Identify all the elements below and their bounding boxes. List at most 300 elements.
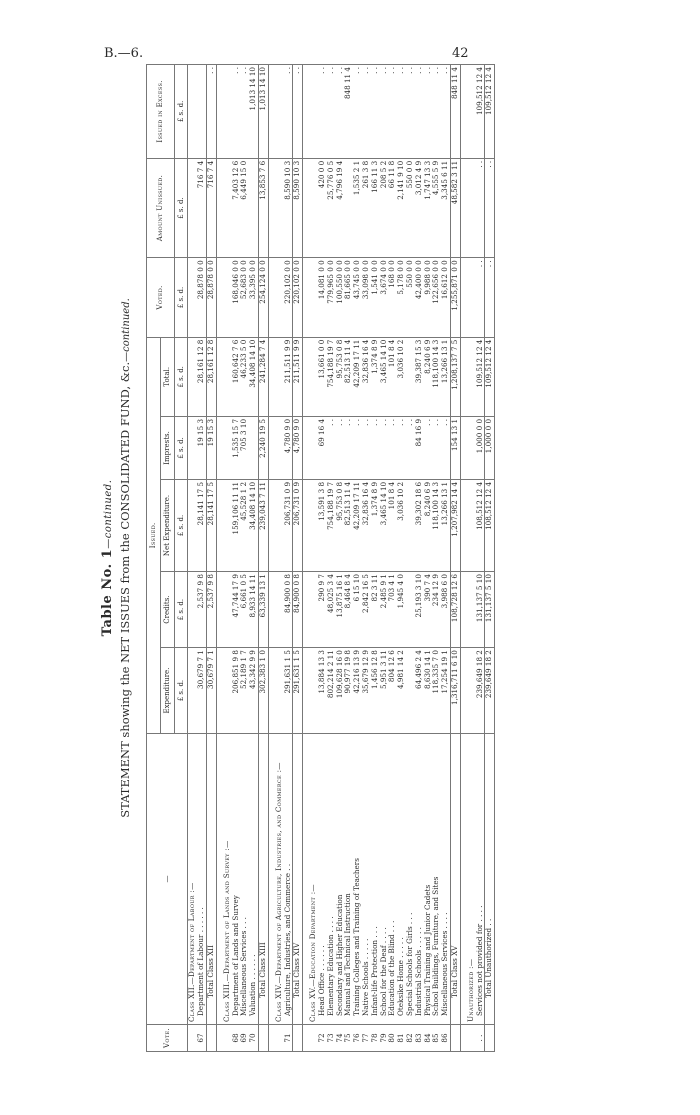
imprests-cell: 1,000 0 0 — [485, 416, 495, 479]
unit-label: £ s. d. — [174, 258, 188, 337]
vote-number: 79 — [380, 1025, 389, 1052]
unit-label: £ s. d. — [174, 158, 188, 257]
table-row — [353, 65, 362, 1052]
unissued-cell: 8,590 10 3 — [284, 158, 293, 257]
unissued-cell: 7,403 12 6 — [232, 158, 241, 257]
credits-cell: 47,744 17 9 — [232, 572, 241, 648]
vote-number: 71 — [284, 1025, 293, 1052]
table-body — [188, 65, 495, 1052]
item-label: Special Schools for Girls . . . — [406, 734, 415, 1025]
imprests-cell: . . — [406, 416, 415, 479]
table-row — [240, 65, 249, 1052]
expenditure-cell: 239,649 18 2 — [476, 648, 485, 734]
credits-cell: 6 15 10 — [353, 572, 362, 648]
item-label: Industrial Schools . . . . . — [415, 734, 424, 1025]
imprests-cell: . . — [397, 416, 406, 479]
table-row — [232, 65, 241, 1052]
unissued-cell: 208 5 2 — [380, 158, 389, 257]
excess-cell: . . — [232, 65, 241, 159]
imprests-cell: 705 3 10 — [240, 416, 249, 479]
expenditure-cell: 30,679 7 1 — [206, 648, 216, 734]
net-expenditure-cell: 159,106 11 11 — [232, 479, 241, 571]
item-label: Physical Training and Junior Cadets — [424, 734, 433, 1025]
total-cell: 39,387 15 3 — [415, 337, 424, 416]
vote-number: 83 — [415, 1025, 424, 1052]
excess-cell: . . — [362, 65, 371, 159]
unissued-cell: 716 7 4 — [206, 158, 216, 257]
net-expenditure-cell: 28,141 17 5 — [197, 479, 206, 571]
unissued-cell: 166 11 3 — [371, 158, 380, 257]
table-title-text: Table No. 1 — [100, 548, 115, 637]
imprests-cell: 4,780 9 0 — [284, 416, 293, 479]
imprests-cell: . . — [441, 416, 450, 479]
total-cell: 13,661 0 0 — [318, 337, 327, 416]
table-row — [197, 65, 206, 1052]
vote-number: 85 — [432, 1025, 441, 1052]
credits-cell: 8,933 14 11 — [249, 572, 258, 648]
credits-cell: 1,945 4 0 — [397, 572, 406, 648]
unit-label: £ s. d. — [174, 416, 188, 479]
excess-cell: . . — [371, 65, 380, 159]
total-cell: 211,511 9 9 — [284, 337, 293, 416]
total-cell: 95,753 0 8 — [336, 337, 345, 416]
credits-cell: 25,193 3 10 — [415, 572, 424, 648]
excess-cell: . . — [415, 65, 424, 159]
credits-cell: 48,025 3 4 — [327, 572, 336, 648]
item-label: Department of Labour . . . . . . — [197, 734, 206, 1025]
voted-cell: . . — [485, 258, 495, 337]
excess-cell: . . — [240, 65, 249, 159]
vote-number: . . — [476, 1025, 485, 1052]
class-heading: Class XII.—Department of Labour :— — [188, 734, 197, 1025]
vote-number: 73 — [327, 1025, 336, 1052]
excess-cell: . . — [406, 65, 415, 159]
imprests-cell: 1,535 15 7 — [232, 416, 241, 479]
excess-cell: 1,013 14 10 — [249, 65, 258, 159]
voted-cell: 28,878 0 0 — [206, 258, 216, 337]
imprests-cell: . . — [327, 416, 336, 479]
item-label: Education of the Blind . . . — [388, 734, 397, 1025]
imprests-cell: 1,000 0 0 — [476, 416, 485, 479]
vote-number — [258, 1025, 268, 1052]
class-heading-row — [467, 65, 476, 1052]
class-heading: Unauthorized :— — [467, 734, 476, 1025]
excess-cell: . . — [441, 65, 450, 159]
unissued-cell: 4,796 19 4 — [336, 158, 345, 257]
voted-cell: 5,178 0 0 — [397, 258, 406, 337]
rotated-table-page — [92, 58, 652, 1058]
voted-cell: 52,683 0 0 — [240, 258, 249, 337]
voted-cell: 33,395 0 0 — [249, 258, 258, 337]
vote-number: 86 — [441, 1025, 450, 1052]
item-label: Native Schools . . . . . — [362, 734, 371, 1025]
expenditure-cell: 804 12 6 — [388, 648, 397, 734]
unissued-cell: 1,747 13 3 — [424, 158, 433, 257]
item-label: Miscellaneous Services . . . — [240, 734, 249, 1025]
imprests-cell: 19 15 3 — [197, 416, 206, 479]
table-row — [380, 65, 389, 1052]
imprests-cell: 19 15 3 — [206, 416, 216, 479]
expenditure-cell: 291,631 1 5 — [284, 648, 293, 734]
vote-number: 67 — [197, 1025, 206, 1052]
unit-label: £ s. d. — [174, 479, 188, 571]
excess-cell: . . — [206, 65, 216, 159]
page-number: 42 — [452, 46, 469, 61]
issued-header: Issued. — [147, 337, 161, 733]
imprests-cell: . . — [362, 416, 371, 479]
unissued-cell: 25,776 0 5 — [327, 158, 336, 257]
excess-cell — [223, 65, 232, 159]
class-heading: Class XIV.—Department of Agriculture, Industries, and Commerce :— — [275, 734, 284, 1025]
total-row — [293, 65, 303, 1052]
total-row — [450, 65, 460, 1052]
credits-cell: 108,728 12 6 — [450, 572, 460, 648]
vote-number: 70 — [249, 1025, 258, 1052]
imprests-header: Imprests. — [160, 416, 174, 479]
unit-label: £ s. d. — [174, 648, 188, 734]
net-expenditure-cell: 13,591 3 8 — [318, 479, 327, 571]
excess-cell — [309, 65, 318, 159]
table-row — [476, 65, 485, 1052]
total-cell: 160,642 7 6 — [232, 337, 241, 416]
expenditure-cell: 43,342 9 9 — [249, 648, 258, 734]
credits-cell: 2,537 9 8 — [206, 572, 216, 648]
imprests-cell: . . — [388, 416, 397, 479]
unissued-cell — [467, 158, 476, 257]
voted-cell: 28,878 0 0 — [197, 258, 206, 337]
net-expenditure-cell: 28,141 17 5 — [206, 479, 216, 571]
imprests-cell: . . — [380, 416, 389, 479]
net-expenditure-cell: 1,374 8 9 — [371, 479, 380, 571]
excess-cell: . . — [388, 65, 397, 159]
unissued-cell: 13,853 7 6 — [258, 158, 268, 257]
expenditure-cell: 118,335 7 0 — [432, 648, 441, 734]
net-expenditure-header: Net Expenditure. — [160, 479, 174, 571]
voted-header: Voted. — [147, 258, 175, 337]
total-cell: 34,408 14 10 — [249, 337, 258, 416]
credits-cell: 703 4 1 — [388, 572, 397, 648]
unissued-cell: 2,141 9 10 — [397, 158, 406, 257]
net-expenditure-cell: 754,188 19 7 — [327, 479, 336, 571]
table-title-suffix: —continued. — [103, 479, 114, 549]
total-cell: 28,161 12 8 — [206, 337, 216, 416]
unissued-cell: . . — [485, 158, 495, 257]
voted-cell: 168 0 0 — [388, 258, 397, 337]
credits-cell: 2,842 16 5 — [362, 572, 371, 648]
unissued-cell: 4,555 5 9 — [432, 158, 441, 257]
total-cell: 82,513 11 4 — [344, 337, 353, 416]
total-cell: 109,512 12 4 — [485, 337, 495, 416]
excess-cell: . . — [336, 65, 345, 159]
expenditure-cell: 90,977 19 8 — [344, 648, 353, 734]
total-label: Total Class XIII — [258, 734, 268, 1025]
total-cell: 46,233 5 0 — [240, 337, 249, 416]
table-row — [318, 65, 327, 1052]
excess-cell: 109,512 12 4 — [485, 65, 495, 159]
description-header: — — [147, 734, 188, 1025]
expenditure-cell: 30,679 7 1 — [197, 648, 206, 734]
total-cell: 32,836 16 4 — [362, 337, 371, 416]
item-label: Head Office . . . . . . — [318, 734, 327, 1025]
voted-cell: 43,745 0 0 — [353, 258, 362, 337]
vote-number: 80 — [388, 1025, 397, 1052]
unissued-cell: 6,449 15 0 — [240, 158, 249, 257]
expenditure-cell: 802,214 2 11 — [327, 648, 336, 734]
voted-cell: 1,541 0 0 — [371, 258, 380, 337]
item-label: School for the Deaf . . . . — [380, 734, 389, 1025]
total-cell: 1,374 8 9 — [371, 337, 380, 416]
voted-cell: . . — [476, 258, 485, 337]
unissued-cell: 420 0 0 — [318, 158, 327, 257]
total-cell: 1,208,137 7 5 — [450, 337, 460, 416]
item-label: Agriculture, Industries, and Commerce . . — [284, 734, 293, 1025]
total-label: Total Class XIV — [293, 734, 303, 1025]
total-cell: 118,100 14 3 — [432, 337, 441, 416]
imprests-cell: . . — [336, 416, 345, 479]
item-label: Elementary Education . . . . — [327, 734, 336, 1025]
imprests-cell: . . — [371, 416, 380, 479]
net-issues-table — [146, 64, 495, 1052]
credits-cell: 82 3 11 — [371, 572, 380, 648]
total-cell: 3,465 14 10 — [380, 337, 389, 416]
total-row — [258, 65, 268, 1052]
credits-cell: 3,988 6 0 — [441, 572, 450, 648]
total-cell: 109,512 12 4 — [476, 337, 485, 416]
credits-cell: 2,485 9 1 — [380, 572, 389, 648]
vote-number: 76 — [353, 1025, 362, 1052]
unissued-cell: 8,590 10 3 — [293, 158, 303, 257]
vote-number: 75 — [344, 1025, 353, 1052]
vote-number — [293, 1025, 303, 1052]
item-label: Infant-life Protection . . . — [371, 734, 380, 1025]
unit-label: £ s. d. — [174, 65, 188, 159]
net-expenditure-cell: 239,043 7 11 — [258, 479, 268, 571]
imprests-cell: 2,240 19 5 — [258, 416, 268, 479]
voted-cell: 220,102 0 0 — [284, 258, 293, 337]
net-expenditure-cell: 45,528 1 2 — [240, 479, 249, 571]
item-label: Miscellaneous Services . . . . — [441, 734, 450, 1025]
total-row — [485, 65, 495, 1052]
vote-number: 74 — [336, 1025, 345, 1052]
item-label: Department of Lands and Survey — [232, 734, 241, 1025]
voted-cell: 100,550 0 0 — [336, 258, 345, 337]
expenditure-cell: 4,981 14 2 — [397, 648, 406, 734]
vote-number: 78 — [371, 1025, 380, 1052]
voted-cell: 168,046 0 0 — [232, 258, 241, 337]
credits-cell: 13,875 16 1 — [336, 572, 345, 648]
excess-cell: . . — [318, 65, 327, 159]
excess-header: Issued in Excess. — [147, 65, 175, 159]
table-subtitle — [118, 58, 132, 1058]
imprests-cell: . . — [353, 416, 362, 479]
total-label: Total Class XII — [206, 734, 216, 1025]
expenditure-cell: 239,649 18 2 — [485, 648, 495, 734]
voted-cell — [467, 258, 476, 337]
excess-cell: . . — [327, 65, 336, 159]
excess-cell: 109,512 12 4 — [476, 65, 485, 159]
total-label: Total Unauthorized . . — [485, 734, 495, 1025]
total-row — [206, 65, 216, 1052]
class-heading-row — [188, 65, 197, 1052]
total-cell: 42,209 17 11 — [353, 337, 362, 416]
unissued-header: Amount Unissued. — [147, 158, 175, 257]
class-heading: Class XV.—Education Department :— — [309, 734, 318, 1025]
page-code: B.—6. — [104, 46, 144, 61]
total-label: Total Class XV — [450, 734, 460, 1025]
credits-cell: 6,661 0 5 — [240, 572, 249, 648]
total-cell: 101 8 4 — [388, 337, 397, 416]
net-expenditure-cell: 118,100 14 3 — [432, 479, 441, 571]
excess-cell: . . — [353, 65, 362, 159]
credits-cell: 84,900 0 8 — [284, 572, 293, 648]
total-cell: 13,266 13 1 — [441, 337, 450, 416]
credits-cell: 8,464 8 4 — [344, 572, 353, 648]
total-cell: 241,284 7 4 — [258, 337, 268, 416]
expenditure-cell: 1,316,711 6 10 — [450, 648, 460, 734]
voted-cell: 550 0 0 — [406, 258, 415, 337]
vote-number: 84 — [424, 1025, 433, 1052]
item-label: School Buildings, Furniture, and Sites — [432, 734, 441, 1025]
excess-cell: 848 11 4 — [450, 65, 460, 159]
voted-cell: 16,612 0 0 — [441, 258, 450, 337]
credits-cell: 390 7 4 — [424, 572, 433, 648]
table-row — [397, 65, 406, 1052]
excess-cell: . . — [380, 65, 389, 159]
net-expenditure-cell: 13,266 13 1 — [441, 479, 450, 571]
unissued-cell: 716 7 4 — [197, 158, 206, 257]
voted-cell: 254,124 0 0 — [258, 258, 268, 337]
credits-cell: 290 9 7 — [318, 572, 327, 648]
expenditure-cell: 17,254 19 1 — [441, 648, 450, 734]
table-row — [406, 65, 415, 1052]
excess-cell: . . — [432, 65, 441, 159]
net-expenditure-cell: 3,465 14 10 — [380, 479, 389, 571]
voted-cell: 122,656 0 0 — [432, 258, 441, 337]
table-header — [147, 65, 188, 1052]
expenditure-cell: 8,630 14 1 — [424, 648, 433, 734]
excess-cell: 848 11 4 — [344, 65, 353, 159]
vote-number — [206, 1025, 216, 1052]
net-expenditure-cell: 108,512 12 4 — [485, 479, 495, 571]
item-label: Oteksike Home . . . . . — [397, 734, 406, 1025]
expenditure-cell: 109,628 16 0 — [336, 648, 345, 734]
table-row — [432, 65, 441, 1052]
total-cell: 8,240 6 9 — [424, 337, 433, 416]
expenditure-header: Expenditure. — [160, 648, 174, 734]
table-subtitle-text: STATEMENT showing the NET ISSUES from the CONSOLIDATED FUND, &c. — [118, 361, 132, 818]
voted-cell: 220,102 0 0 — [293, 258, 303, 337]
net-expenditure-cell: 82,513 11 4 — [344, 479, 353, 571]
voted-cell: 779,965 0 0 — [327, 258, 336, 337]
net-expenditure-cell: 3,036 10 2 — [397, 479, 406, 571]
expenditure-cell: 291,631 1 5 — [293, 648, 303, 734]
excess-cell — [197, 65, 206, 159]
excess-cell: . . — [293, 65, 303, 159]
vote-header: Vote. — [147, 1025, 188, 1052]
unissued-cell: 48,582 3 11 — [450, 158, 460, 257]
excess-cell: . . — [397, 65, 406, 159]
net-expenditure-cell: 32,836 16 4 — [362, 479, 371, 571]
class-heading-row — [309, 65, 318, 1052]
expenditure-cell: 206,851 9 8 — [232, 648, 241, 734]
net-expenditure-cell: 1,207,982 14 4 — [450, 479, 460, 571]
unissued-cell: 1,535 2 1 — [353, 158, 362, 257]
item-label: Training Colleges and Training of Teachers — [353, 734, 362, 1025]
expenditure-cell: 302,383 1 0 — [258, 648, 268, 734]
voted-cell: 14,081 0 0 — [318, 258, 327, 337]
table-title — [100, 58, 115, 1058]
imprests-cell: . . — [344, 416, 353, 479]
credits-cell: 84,900 0 8 — [293, 572, 303, 648]
vote-number: 69 — [240, 1025, 249, 1052]
net-expenditure-cell: 42,209 17 11 — [353, 479, 362, 571]
expenditure-cell: 1,456 12 8 — [371, 648, 380, 734]
vote-number: 68 — [232, 1025, 241, 1052]
unissued-cell: 66 11 8 — [388, 158, 397, 257]
unissued-cell: 3,012 4 9 — [415, 158, 424, 257]
imprests-cell: 4,780 9 0 — [293, 416, 303, 479]
net-expenditure-cell: 206,731 0 9 — [284, 479, 293, 571]
credits-cell: 63,339 13 1 — [258, 572, 268, 648]
net-expenditure-cell: 101 8 4 — [388, 479, 397, 571]
expenditure-cell: 64,496 2 4 — [415, 648, 424, 734]
net-expenditure-cell: 95,753 0 8 — [336, 479, 345, 571]
expenditure-cell: 42,216 13 9 — [353, 648, 362, 734]
table-row — [362, 65, 371, 1052]
table-row — [284, 65, 293, 1052]
credits-cell: 131,137 5 10 — [476, 572, 485, 648]
credits-header: Credits. — [160, 572, 174, 648]
total-cell: 754,188 19 7 — [327, 337, 336, 416]
excess-cell: 1,013 14 10 — [258, 65, 268, 159]
vote-number: 77 — [362, 1025, 371, 1052]
total-cell: 3,036 10 2 — [397, 337, 406, 416]
item-label: Manual and Technical Instruction — [344, 734, 353, 1025]
class-heading: Class XIII.—Department of Lands and Survey :— — [223, 734, 232, 1025]
net-expenditure-cell: 39,302 18 6 — [415, 479, 424, 571]
voted-cell: 33,098 0 0 — [362, 258, 371, 337]
item-label: Services not provided for . . . . — [476, 734, 485, 1025]
excess-cell: . . — [424, 65, 433, 159]
expenditure-cell: 5,951 3 11 — [380, 648, 389, 734]
voted-cell: 81,665 0 0 — [344, 258, 353, 337]
vote-number: 72 — [318, 1025, 327, 1052]
voted-cell: 42,400 0 0 — [415, 258, 424, 337]
item-label: Secondary and Higher Education — [336, 734, 345, 1025]
voted-cell: 1,255,871 0 0 — [450, 258, 460, 337]
unissued-cell: 550 0 0 — [406, 158, 415, 257]
table-subtitle-suffix: —continued. — [121, 298, 132, 362]
imprests-cell: 69 16 4 — [318, 416, 327, 479]
imprests-cell: . . — [432, 416, 441, 479]
expenditure-cell: 35,679 12 9 — [362, 648, 371, 734]
imprests-cell: 154 13 1 — [450, 416, 460, 479]
imprests-cell: 84 16 9 — [415, 416, 424, 479]
credits-cell: 131,137 5 10 — [485, 572, 495, 648]
excess-cell: . . — [284, 65, 293, 159]
voted-cell: 9,988 0 0 — [424, 258, 433, 337]
unissued-cell: 261 3 8 — [362, 158, 371, 257]
imprests-cell: . . — [424, 416, 433, 479]
net-expenditure-cell: 108,512 12 4 — [476, 479, 485, 571]
total-header: Total. — [160, 337, 174, 416]
total-cell: 28,161 12 8 — [197, 337, 206, 416]
net-expenditure-cell: 206,731 0 9 — [293, 479, 303, 571]
vote-number — [485, 1025, 495, 1052]
expenditure-cell: 52,189 1 7 — [240, 648, 249, 734]
credits-cell: 234 12 9 — [432, 572, 441, 648]
net-expenditure-cell: 8,240 6 9 — [424, 479, 433, 571]
